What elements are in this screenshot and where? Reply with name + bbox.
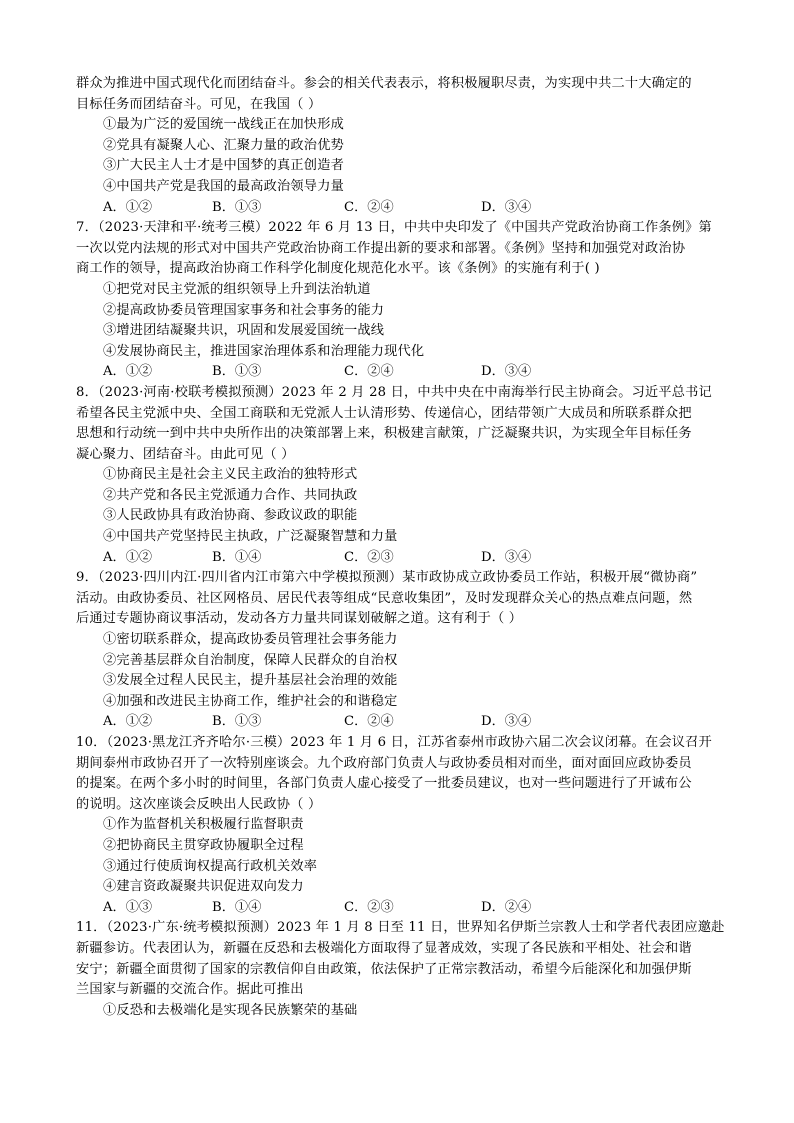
option-statement: ④发展协商民主，推进国家治理体系和治理能力现代化 — [103, 343, 425, 359]
question-text-line: 一次以党内法规的形式对中国共产党政治协商工作提出新的要求和部署。《条例》坚持和加强党对政治协 — [76, 240, 686, 256]
choice-c: C．②③ — [344, 899, 394, 915]
question-8 — [76, 383, 718, 568]
question-text-line: 8．（2023·河南·校联考模拟预测）2023 年 2 月 28 日，中共中央在中南海举行民主协商会。习近平总书记 — [76, 384, 712, 400]
option-statement: ③发展全过程人民民主，提升基层社会治理的效能 — [103, 673, 398, 689]
option-statement: ④中国共产党是我国的最高政治领导力量 — [103, 178, 344, 194]
question-text-line: 7．（2023·天津和平·统考三模）2022 年 6 月 13 日，中共中央印发了《中国共产党政治协商工作条例》第 — [76, 220, 712, 236]
option-statement: ④加强和改进民主协商工作，维护社会的和谐稳定 — [103, 693, 398, 709]
choice-a: A．①③ — [103, 899, 153, 915]
question-text-line: 群众为推进中国式现代化而团结奋斗。参会的相关代表表示，将积极履职尽责，为实现中共二十大确定的 — [76, 76, 692, 91]
choice-c: C．②④ — [344, 364, 394, 380]
question-text-line: 的说明。这次座谈会反映出人民政协（ ） — [76, 796, 322, 812]
option-statement: ③增进团结凝聚共识，巩固和发展爱国统一战线 — [103, 323, 385, 339]
option-statement: ④建言资政凝聚共识促进双向发力 — [103, 879, 304, 895]
option-statement: ①反恐和去极端化是实现各民族繁荣的基础 — [103, 1002, 358, 1018]
option-statement: ②党具有凝聚人心、汇聚力量的政治优势 — [103, 137, 344, 153]
option-statement: ④中国共产党坚持民主执政，广泛凝聚智慧和力量 — [103, 529, 398, 545]
question-text-line: 活动。由政协委员、社区网格员、居民代表等组成“民意收集团”，及时发现群众关心的热点难点问题，然 — [76, 590, 693, 606]
choice-a: A．①② — [103, 199, 153, 215]
choice-c: C．②④ — [344, 199, 394, 215]
question-text-line: 凝心聚力、团结奋斗。由此可见（ ） — [76, 446, 295, 462]
choice-d: D．②④ — [481, 899, 532, 915]
option-statement: ①作为监督机关积极履行监督职责 — [103, 817, 304, 833]
option-statement: ①最为广泛的爱国统一战线正在加快形成 — [103, 117, 344, 133]
question-text-line: 期间泰州市政协召开了一次特别座谈会。九个政府部门负责人与政协委员相对而坐，面对面回应政协委员 — [76, 755, 692, 771]
question-text-line: 后通过专题协商议事活动，发动各方力量共同谋划破解之道。这有利于（ ） — [76, 611, 523, 627]
choice-a: A．①② — [103, 364, 153, 380]
question-text-line: 希望各民主党派中央、全国工商联和无党派人士认清形势、传递信心，团结带领广大成员和所联系群众把 — [76, 405, 692, 421]
question-text-line: 的提案。在两个多小时的时间里，各部门负责人虚心接受了一批委员建议，也对一些问题进行了开诚布公 — [76, 776, 692, 792]
choice-d: D．③④ — [481, 199, 532, 215]
question-text-line: 新疆参访。代表团认为，新疆在反恐和去极端化方面取得了显著成效，实现了各民族和平相处、社会和谐 — [76, 940, 692, 956]
option-statement: ②共产党和各民主党派通力合作、共同执政 — [103, 487, 358, 503]
choice-a: A．①② — [103, 549, 153, 565]
choice-b: B．①④ — [212, 899, 262, 915]
option-statement: ①密切联系群众，提高政协委员管理社会事务能力 — [103, 632, 398, 648]
question-text-line: 9．（2023·四川内江·四川省内江市第六中学模拟预测）某市政协成立政协委员工作站，积极开展“微协商” — [76, 570, 698, 586]
choice-d: D．③④ — [481, 364, 532, 380]
option-statement: ②提高政协委员管理国家事务和社会事务的能力 — [103, 302, 385, 318]
question-text-line: 商工作的领导，提高政治协商工作科学化制度化规范化水平。该《条例》的实施有利于( ) — [76, 261, 600, 277]
intro-block — [76, 74, 718, 218]
question-text-line: 目标任务而团结奋斗。可见，在我国（ ） — [76, 96, 322, 112]
question-text-line: 11．（2023·广东·统考模拟预测）2023 年 1 月 8 日至 11 日，世界知名伊斯兰宗教人士和学者代表团应邀赴 — [76, 920, 725, 936]
option-statement: ③广大民主人士才是中国梦的真正创造者 — [103, 158, 344, 174]
answer-choices — [76, 548, 718, 569]
option-statement: ②完善基层群众自治制度，保障人民群众的自治权 — [103, 652, 398, 668]
answer-choices — [76, 362, 718, 383]
option-statement: ③通过行使质询权提高行政机关效率 — [103, 858, 318, 874]
option-statement: ③人民政协具有政治协商、参政议政的职能 — [103, 508, 358, 524]
choice-c: C．②③ — [344, 549, 394, 565]
answer-choices — [76, 898, 718, 919]
option-statement: ①把党对民主党派的组织领导上升到法治轨道 — [103, 281, 371, 297]
choice-b: B．①③ — [212, 199, 262, 215]
question-11 — [76, 918, 725, 1021]
question-9 — [76, 568, 718, 733]
choice-b: B．①③ — [212, 364, 262, 380]
choice-a: A．①② — [103, 714, 153, 730]
choice-d: D．③④ — [481, 714, 532, 730]
question-7 — [76, 218, 718, 383]
option-statement: ①协商民主是社会主义民主政治的独特形式 — [103, 467, 358, 483]
choice-c: C．②④ — [344, 714, 394, 730]
choice-b: B．①③ — [212, 714, 262, 730]
question-text-line: 10．（2023·黑龙江齐齐哈尔·三模）2023 年 1 月 6 日，江苏省泰州市政协六届二次会议闭幕。在会议召开 — [76, 735, 712, 750]
option-statement: ②把协商民主贯穿政协履职全过程 — [103, 837, 304, 853]
choice-b: B．①④ — [212, 549, 262, 565]
question-text-line: 安宁；新疆全面贯彻了国家的宗教信仰自由政策，依法保护了正常宗教活动，希望今后能深化和加强伊斯 — [76, 961, 692, 977]
choice-d: D．③④ — [481, 549, 532, 565]
question-text-line: 思想和行动统一到中共中央所作出的决策部署上来，积极建言献策，广泛凝聚共识，为实现全年目标任务 — [76, 426, 692, 442]
question-10 — [76, 733, 718, 918]
answer-choices — [76, 712, 718, 733]
answer-choices — [76, 198, 718, 219]
document-page — [76, 74, 725, 1021]
question-text-line: 兰国家与新疆的交流合作。据此可推出 — [76, 982, 304, 998]
